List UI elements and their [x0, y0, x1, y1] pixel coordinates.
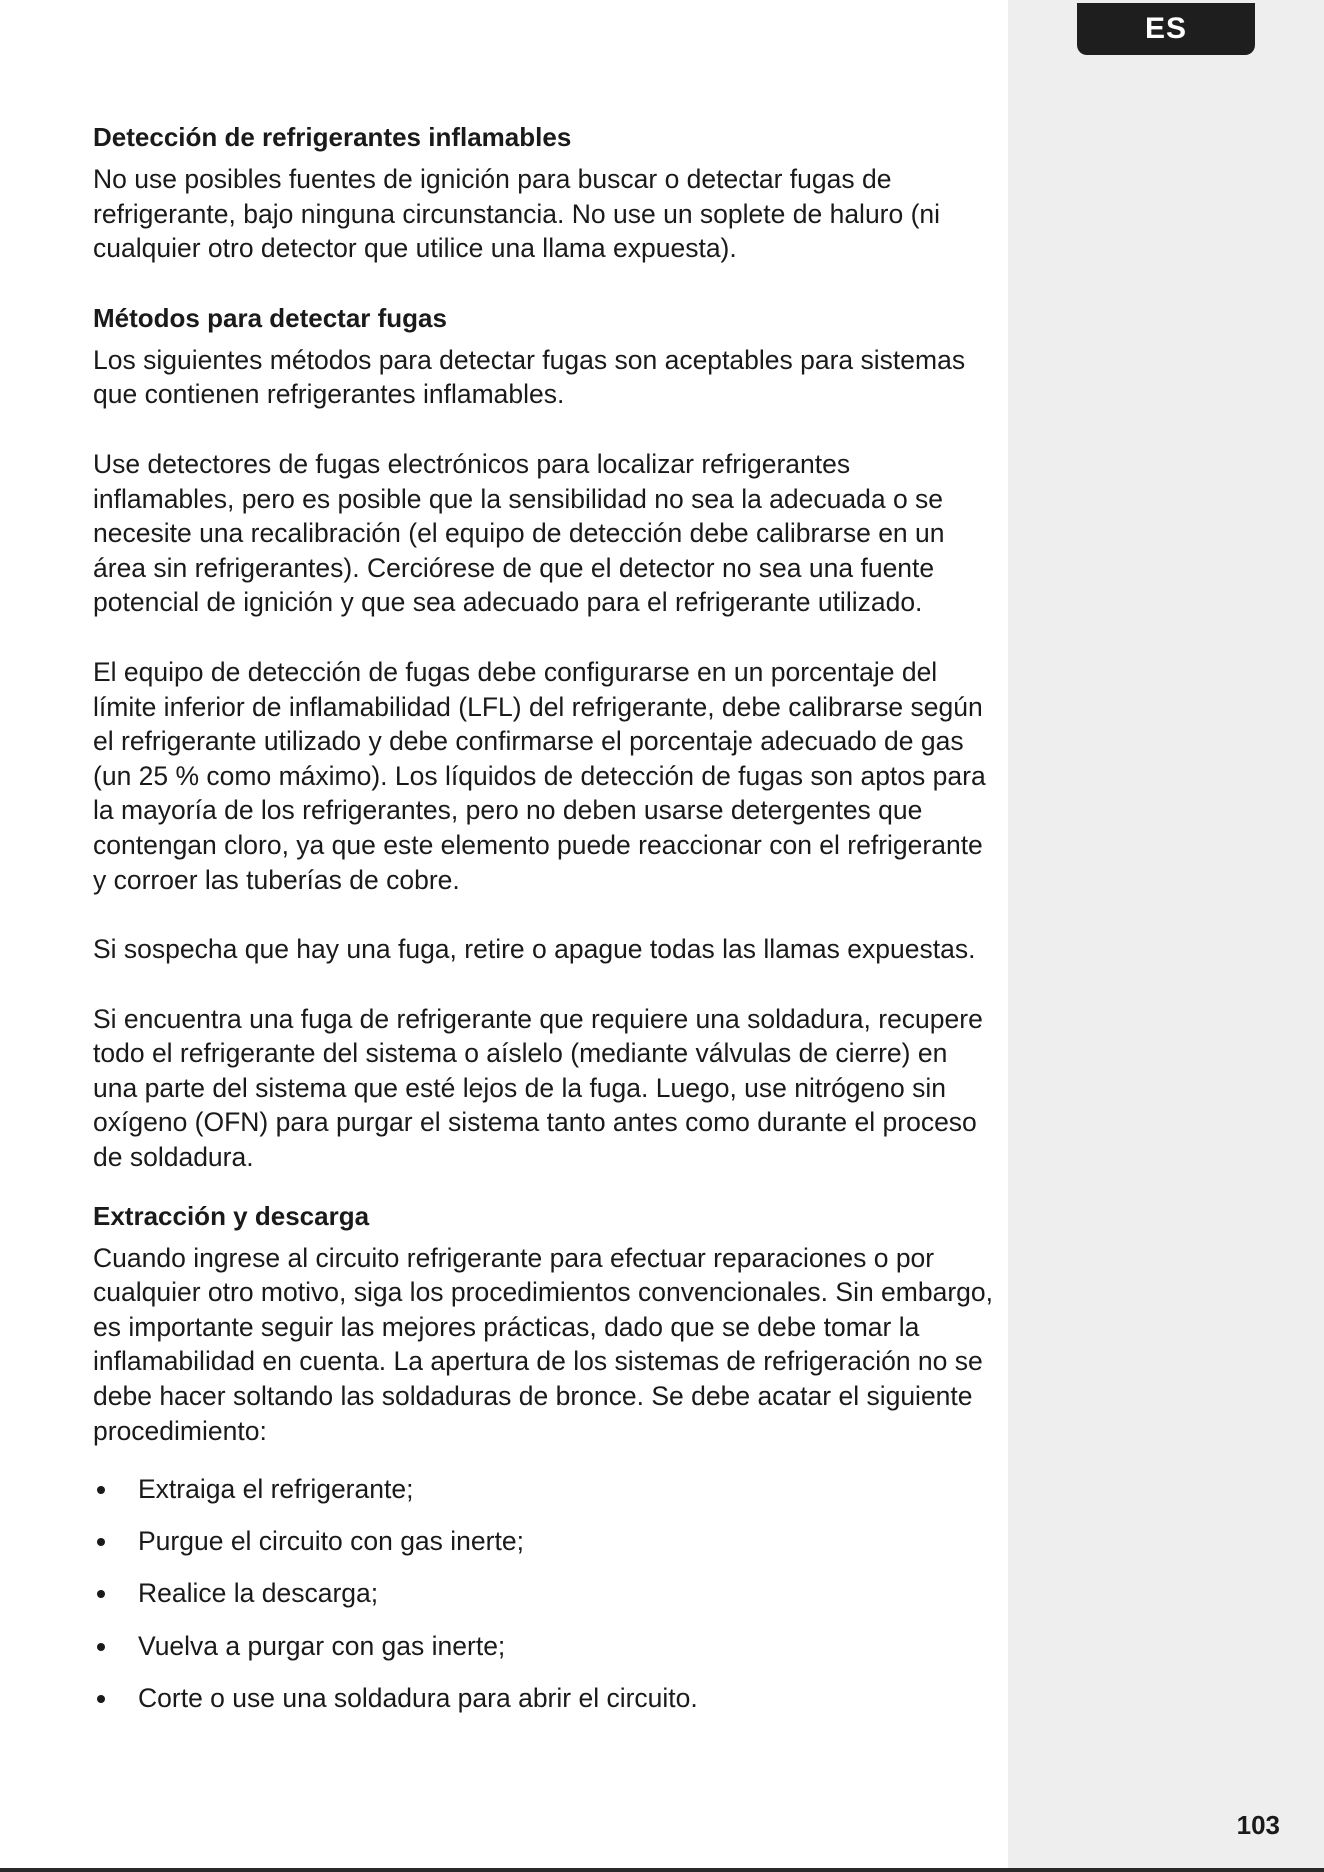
language-tab: ES	[1077, 3, 1255, 55]
page-number: 103	[1236, 1810, 1280, 1840]
paragraph: El equipo de detección de fugas debe configurarse en un porcentaje del límite inferior de inflamabilidad (LFL) del refrigerante, debe calibrarse según el refrigerante utilizado y debe confirmarse el porcentaje adecuado de gas (un 25 % como máximo). Los líquidos de detección de fugas son aptos para la mayoría de los refrigerantes, pero no deben usarse detergentes que contengan cloro, ya que este elemento puede reaccionar con el refrigerante y corroer las tuberías de cobre.	[93, 656, 986, 895]
section-extraction-and-discharge	[93, 1199, 993, 1716]
section-heading: Métodos para detectar fugas	[93, 302, 447, 333]
paragraph: Cuando ingrese al circuito refrigerante para efectuar reparaciones o por cualquier otro motivo, siga los procedimientos convencionales. Sin embargo, es importante seguir las mejores prácticas, dado que se debe tomar la inflamabilidad en cuenta. La apertura de los sistemas de refrigeración no se debe hacer soltando las soldaduras de bronce. Se debe acatar el siguiente procedimiento:	[93, 1242, 994, 1446]
bottom-divider	[0, 1868, 1324, 1872]
page-side-margin	[1008, 0, 1324, 1872]
section-flammable-refrigerant-detection	[93, 120, 993, 266]
section-heading: Detección de refrigerantes inflamables	[93, 122, 572, 152]
list-item: Extraiga el refrigerante;	[93, 1472, 993, 1507]
paragraph: Si sospecha que hay una fuga, retire o apague todas las llamas expuestas.	[93, 934, 976, 965]
list-item: Purgue el circuito con gas inerte;	[93, 1524, 993, 1559]
list-item: Realice la descarga;	[93, 1576, 993, 1611]
section-heading: Extracción y descarga	[93, 1200, 370, 1231]
section-leak-detection-methods	[93, 301, 993, 1175]
paragraph: Use detectores de fugas electrónicos para localizar refrigerantes inflamables, pero es posible que la sensibilidad no sea la adecuada o se necesite una recalibración (el equipo de detección debe calibrarse en un área sin refrigerantes). Cerciórese de que el detector no sea una fuente potencial de ignición y que sea adecuado para el refrigerante utilizado.	[93, 448, 945, 618]
paragraph: No use posibles fuentes de ignición para buscar o detectar fugas de refrigerante, bajo ninguna circunstancia. No use un soplete de haluro (ni cualquier otro detector que utilice una llama expuesta).	[93, 164, 941, 264]
procedure-list	[93, 1472, 993, 1715]
page-content	[93, 120, 993, 1733]
paragraph: Los siguientes métodos para detectar fugas son aceptables para sistemas que contienen refrigerantes inflamables.	[93, 344, 966, 410]
paragraph: Si encuentra una fuga de refrigerante que requiere una soldadura, recupere todo el refrigerante del sistema o aíslelo (mediante válvulas de cierre) en una parte del sistema que esté lejos de la fuga. Luego, use nitrógeno sin oxígeno (OFN) para purgar el sistema tanto antes como durante el proceso de soldadura.	[93, 1003, 983, 1173]
list-item: Corte o use una soldadura para abrir el circuito.	[93, 1681, 993, 1716]
list-item: Vuelva a purgar con gas inerte;	[93, 1629, 993, 1664]
